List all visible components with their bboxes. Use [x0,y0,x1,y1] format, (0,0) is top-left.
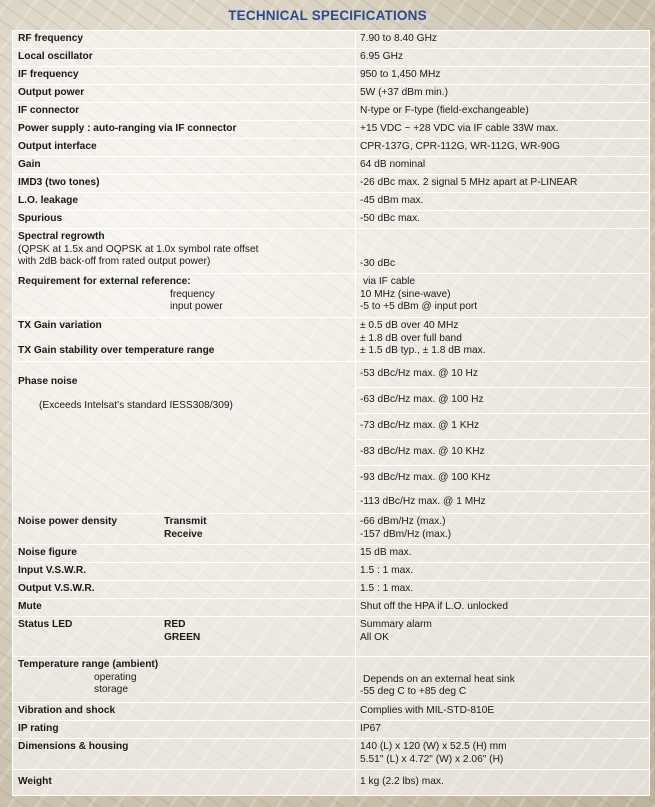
value-spectral-regrowth: -30 dBc [356,229,650,274]
label-output-vswr: Output V.S.W.R. [13,581,356,599]
value-rf-frequency: 7.90 to 8.40 GHz [356,31,650,49]
row-output-interface [13,139,650,157]
row-spectral-regrowth [13,229,650,274]
label-weight: Weight [13,770,356,796]
row-temperature [13,657,650,703]
row-weight [13,770,650,796]
row-gain [13,157,650,175]
value-power-supply: +15 VDC ~ +28 VDC via IF cable 33W max. [356,121,650,139]
label-mute: Mute [13,599,356,617]
value-spurious: -50 dBc max. [356,211,650,229]
cell-tx-gain-values [356,318,650,362]
value-tx-gain-3: ± 1.5 dB typ., ± 1.8 dB max. [360,345,486,357]
value-phase-noise-4: -83 dBc/Hz max. @ 10 KHz [356,440,650,466]
sub-noise-density-transmit: Transmit [164,516,207,527]
row-power-supply [13,121,650,139]
label-vibration: Vibration and shock [13,703,356,721]
label-ip-rating: IP rating [13,721,356,739]
value-mute: Shut off the HPA if L.O. unlocked [356,599,650,617]
label-phase-noise: Phase noise [18,376,78,387]
page-title: TECHNICAL SPECIFICATIONS [228,7,427,23]
label-spurious: Spurious [13,211,356,229]
label-if-frequency: IF frequency [13,67,356,85]
value-tx-gain-1: ± 0.5 dB over 40 MHz [360,320,459,331]
value-lo-leakage: -45 dBm max. [356,193,650,211]
value-vibration: Complies with MIL-STD-810E [356,703,650,721]
value-output-power: 5W (+37 dBm min.) [356,85,650,103]
label-noise-density: Noise power density [18,516,118,527]
value-local-oscillator: 6.95 GHz [356,49,650,67]
sub-ext-reference-frequency: frequency [170,288,215,300]
value-if-frequency: 950 to 1,450 MHz [356,67,650,85]
label-ext-reference: Requirement for external reference: [18,276,191,287]
label-power-supply: Power supply : auto-ranging via IF connector [13,121,356,139]
note-spectral-regrowth-1: (QPSK at 1.5x and OQPSK at 1.0x symbol rate offset [18,243,259,255]
label-output-power: Output power [13,85,356,103]
value-status-led-2: All OK [360,631,389,643]
label-temperature: Temperature range (ambient) [18,659,159,670]
value-phase-noise-6: -113 dBc/Hz max. @ 1 MHz [356,492,650,514]
cell-status-led [13,617,356,657]
cell-ext-reference-values [356,274,650,318]
row-rf-frequency [13,31,650,49]
value-ext-reference-2: 10 MHz (sine-wave) [360,288,451,300]
row-local-oscillator [13,49,650,67]
row-lo-leakage [13,193,650,211]
row-imd3 [13,175,650,193]
row-if-frequency [13,67,650,85]
value-phase-noise-2: -63 dBc/Hz max. @ 100 Hz [356,388,650,414]
label-tx-gain-variation: TX Gain variation [18,320,102,331]
row-vibration [13,703,650,721]
value-if-connector: N-type or F-type (field-exchangeable) [356,103,650,121]
value-ext-reference-3: -5 to +5 dBm @ input port [360,301,478,313]
row-noise-density [13,514,650,545]
note-phase-noise: (Exceeds Intelsat's standard IESS308/309) [39,399,233,411]
row-output-vswr [13,581,650,599]
sub-ext-reference-power: input power [170,301,223,313]
value-noise-figure: 15 dB max. [356,545,650,563]
label-local-oscillator: Local oscillator [13,49,356,67]
cell-temperature-values [356,657,650,703]
label-noise-figure: Noise figure [13,545,356,563]
value-ext-reference-1: via IF cable [363,276,416,287]
sub-status-led-red: RED [164,619,186,630]
row-mute [13,599,650,617]
label-output-interface: Output interface [13,139,356,157]
label-if-connector: IF connector [13,103,356,121]
sub-temperature-operating: operating [94,671,137,683]
row-dimensions [13,739,650,770]
label-spectral-regrowth: Spectral regrowth [18,231,105,242]
row-noise-figure [13,545,650,563]
cell-phase-noise [13,362,356,514]
row-spurious [13,211,650,229]
value-imd3: -26 dBc max. 2 signal 5 MHz apart at P-LINEAR [356,175,650,193]
spec-table [12,30,650,796]
sub-temperature-storage: storage [94,684,128,696]
cell-status-led-values [356,617,650,657]
cell-tx-gain [13,318,356,362]
row-ip-rating [13,721,650,739]
value-temperature-2: -55 deg C to +85 deg C [360,686,467,698]
cell-dimensions-values [356,739,650,770]
value-input-vswr: 1.5 : 1 max. [356,563,650,581]
value-phase-noise-1: -53 dBc/Hz max. @ 10 Hz [356,362,650,388]
note-spectral-regrowth-2: with 2dB back-off from rated output power) [18,256,211,268]
value-phase-noise-3: -73 dBc/Hz max. @ 1 KHz [356,414,650,440]
label-gain: Gain [13,157,356,175]
cell-noise-density [13,514,356,545]
row-tx-gain [13,318,650,362]
value-gain: 64 dB nominal [356,157,650,175]
label-tx-gain-stability: TX Gain stability over temperature range [18,344,215,356]
sub-noise-density-receive: Receive [164,528,203,540]
cell-noise-density-values [356,514,650,545]
label-dimensions: Dimensions & housing [13,739,356,770]
value-dimensions-1: 140 (L) x 120 (W) x 52.5 (H) mm [360,741,507,752]
value-tx-gain-2: ± 1.8 dB over full band [360,332,462,344]
value-weight: 1 kg (2.2 lbs) max. [356,770,650,796]
value-ip-rating: IP67 [356,721,650,739]
row-if-connector [13,103,650,121]
sub-status-led-green: GREEN [164,631,201,643]
row-status-led [13,617,650,657]
cell-temperature [13,657,356,703]
value-output-interface: CPR-137G, CPR-112G, WR-112G, WR-90G [356,139,650,157]
value-status-led-1: Summary alarm [360,619,432,630]
value-output-vswr: 1.5 : 1 max. [356,581,650,599]
row-output-power [13,85,650,103]
value-noise-density-2: -157 dBm/Hz (max.) [360,528,452,540]
label-lo-leakage: L.O. leakage [13,193,356,211]
row-phase-noise-1 [13,362,650,388]
label-input-vswr: Input V.S.W.R. [13,563,356,581]
row-ext-reference [13,274,650,318]
value-noise-density-1: -66 dBm/Hz (max.) [360,516,446,527]
value-phase-noise-5: -93 dBc/Hz max. @ 100 KHz [356,466,650,492]
row-input-vswr [13,563,650,581]
label-imd3: IMD3 (two tones) [13,175,356,193]
cell-spectral-regrowth [13,229,356,274]
label-rf-frequency: RF frequency [13,31,356,49]
value-dimensions-2: 5.51" (L) x 4.72" (W) x 2.06" (H) [360,753,504,765]
cell-ext-reference [13,274,356,318]
label-status-led: Status LED [18,619,73,630]
value-temperature-1: Depends on an external heat sink [363,673,515,685]
